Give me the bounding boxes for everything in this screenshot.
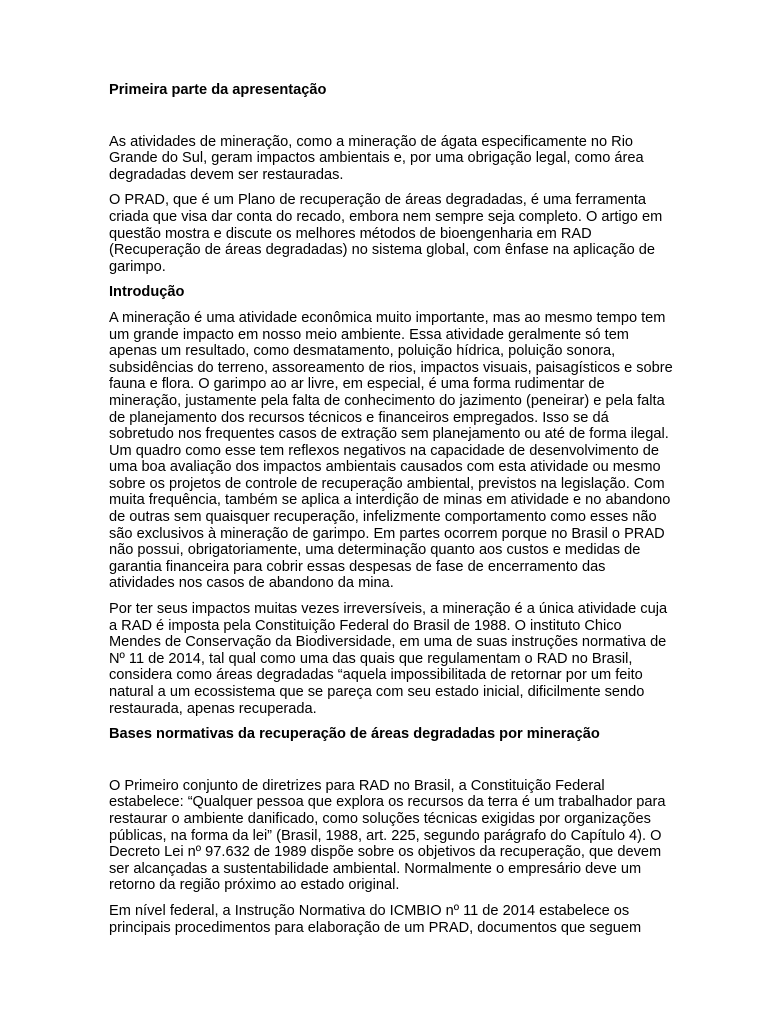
text-line: subsidências do terreno, assoreamento de rios, impactos visuais, paisagísticos e sobre bbox=[109, 359, 673, 376]
text-line: restaurar o ambiente danificado, como soluções técnicas exigidas por organizações bbox=[109, 810, 651, 827]
text-line: sobretudo nos frequentes casos de extração sem planejamento ou até de forma ilegal. bbox=[109, 426, 669, 443]
text-line: Grande do Sul, geram impactos ambientais e, por uma obrigação legal, como área bbox=[109, 150, 644, 167]
text-line: A mineração é uma atividade econômica muito importante, mas ao mesmo tempo tem bbox=[109, 309, 666, 326]
text-line: Nº 11 de 2014, tal qual como uma das quais que regulamentam o RAD no Brasil, bbox=[109, 650, 633, 667]
section-heading-introducao: Introdução bbox=[109, 284, 185, 301]
paragraph-primeiro-conjunto-diretrizes bbox=[109, 778, 669, 894]
section-heading-bases-normativas: Bases normativas da recuperação de áreas degradadas por mineração bbox=[109, 726, 600, 743]
text-line: Decreto Lei nº 97.632 de 1989 dispõe sobre os objetivos da recuperação, que devem bbox=[109, 844, 662, 861]
text-line: de planejamento dos recursos técnicos e financeiros empregados. Isso se dá bbox=[109, 409, 609, 426]
text-line: garimpo. bbox=[109, 258, 166, 275]
text-line: apenas um resultado, como desmatamento, poluição hídrica, poluição sonora, bbox=[109, 343, 616, 360]
text-line: restaurada, apenas recuperada. bbox=[109, 700, 317, 717]
text-line: fauna e flora. O garimpo ao ar livre, em especial, é uma forma rudimentar de bbox=[109, 376, 605, 393]
text-line: retorno da região próximo ao estado original. bbox=[109, 877, 400, 894]
text-line: Em nível federal, a Instrução Normativa do ICMBIO nº 11 de 2014 estabelece os bbox=[109, 902, 630, 919]
text-line: garantia financeira para cobrir essas despesas de fase de encerramento das bbox=[109, 558, 606, 575]
text-line: uma boa avaliação dos impactos ambientais causados com esta atividade ou mesmo bbox=[109, 459, 661, 476]
text-line: muita frequência, também se aplica a interdição de minas em atividade e no abandono bbox=[109, 492, 671, 509]
text-line: As atividades de mineração, como a mineração de ágata especificamente no Rio bbox=[109, 133, 634, 150]
text-line: públicas, na forma da lei” (Brasil, 1988, art. 225, segundo parágrafo do Capítulo 4). O bbox=[109, 827, 662, 844]
text-line: a RAD é imposta pela Constituição Federal do Brasil de 1988. O instituto Chico bbox=[109, 617, 622, 634]
text-line: degradadas devem ser restauradas. bbox=[109, 166, 344, 183]
text-line: são exclusivos à mineração de garimpo. Em partes ocorrem porque no Brasil o PRAD bbox=[109, 525, 665, 542]
paragraph-prad-definition bbox=[109, 192, 669, 275]
text-line: principais procedimentos para elaboração de um PRAD, documentos que seguem bbox=[109, 919, 642, 936]
text-line: considera como áreas degradadas “aquela impossibilitada de retornar por um feito bbox=[109, 667, 643, 684]
text-line: Por ter seus impactos muitas vezes irreversíveis, a mineração é a única atividade cuja bbox=[109, 601, 668, 618]
paragraph-nivel-federal bbox=[109, 903, 669, 936]
text-line: sobre os projetos de controle de recuperação ambiental, previstos na legislação. Com bbox=[109, 475, 665, 492]
text-line: de outras sem quaisquer recuperação, infelizmente comportamento como esses não bbox=[109, 509, 657, 526]
text-line: não possui, obrigatoriamente, uma determinação quanto aos custos e medidas de bbox=[109, 542, 641, 559]
text-line: (Recuperação de áreas degradadas) no sistema global, com ênfase na aplicação de bbox=[109, 242, 655, 259]
section-heading-primeira-parte: Primeira parte da apresentação bbox=[109, 82, 327, 98]
text-line: mineração, justamente pela falta de conhecimento do jazimento (peneirar) e pela falta bbox=[109, 392, 665, 409]
text-line: um grande impacto em nosso meio ambiente. Essa atividade geralmente só tem bbox=[109, 326, 629, 343]
text-line: ser alcançadas a sustentabilidade ambiental. Normalmente o empresário deve um bbox=[109, 860, 642, 877]
text-line: atividades nos casos de abandono da mina. bbox=[109, 575, 394, 592]
text-line: O Primeiro conjunto de diretrizes para RAD no Brasil, a Constituição Federal bbox=[109, 777, 605, 794]
paragraph-intro-atividades bbox=[109, 134, 669, 184]
text-line: natural a um ecossistema que se pareça com seu estado inicial, dificilmente sendo bbox=[109, 684, 645, 700]
paragraph-impactos-irreversiveis bbox=[109, 601, 669, 717]
text-line: Um quadro como esse tem reflexos negativos na capacidade de desenvolvimento de bbox=[109, 442, 660, 459]
text-line: O PRAD, que é um Plano de recuperação de áreas degradadas, é uma ferramenta bbox=[109, 192, 647, 209]
paragraph-mineracao-impactos bbox=[109, 309, 673, 592]
text-line: questão mostra e discute os melhores métodos de bioengenharia em RAD bbox=[109, 225, 592, 242]
text-line: criada que visa dar conta do recado, embora nem sempre seja completo. O artigo em bbox=[109, 208, 663, 225]
document-page bbox=[109, 82, 673, 936]
text-line: Mendes de Conservação da Biodiversidade, em uma de suas instruções normativa de bbox=[109, 634, 667, 651]
text-line: estabelece: “Qualquer pessoa que explora os recursos da terra é um trabalhador para bbox=[109, 794, 666, 811]
